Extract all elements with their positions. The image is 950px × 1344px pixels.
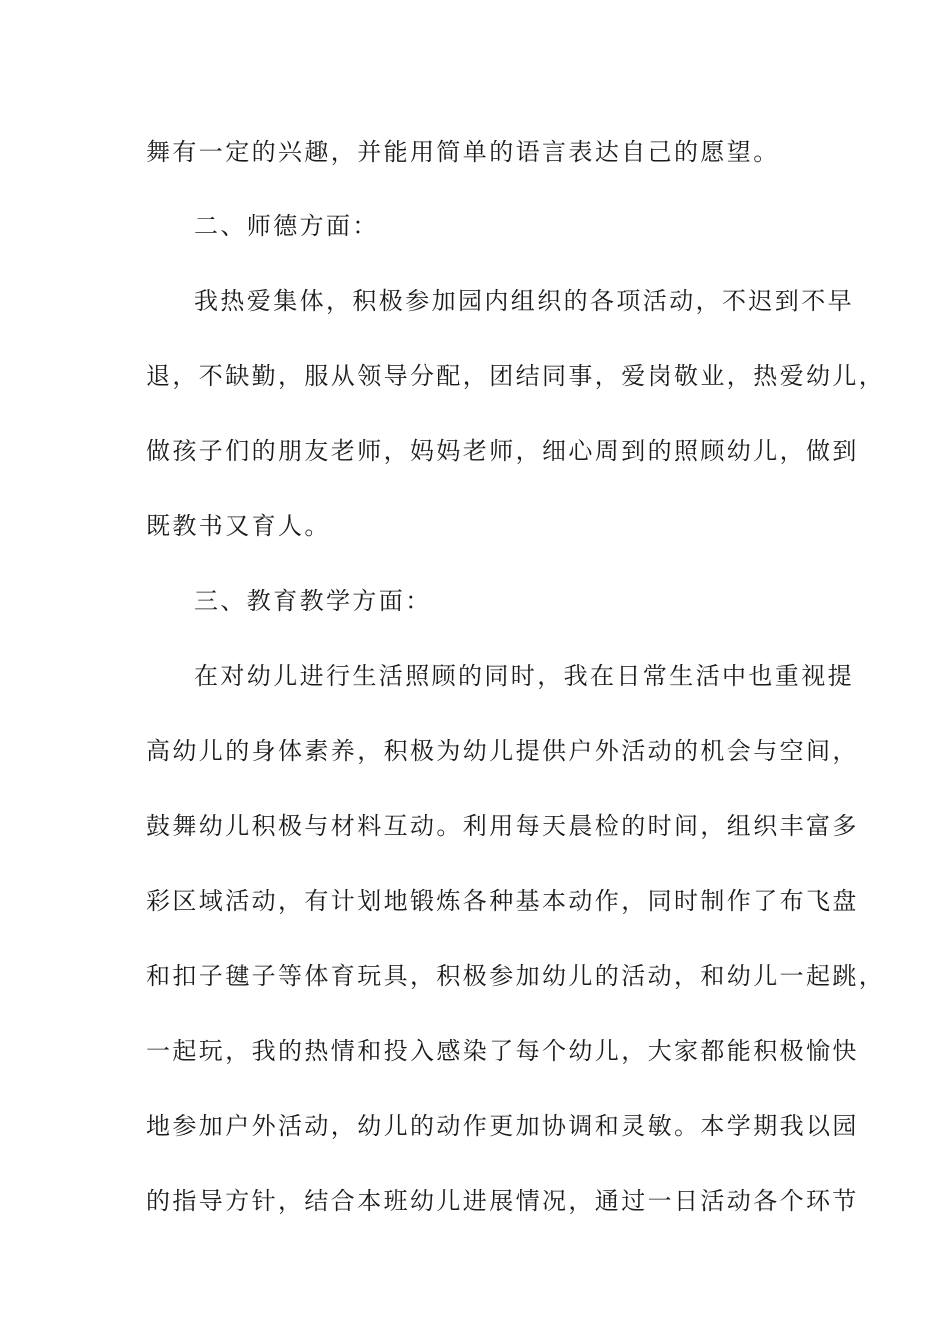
- paragraph-line: 彩区域活动，有计划地锻炼各种基本动作，同时制作了布飞盘: [146, 887, 859, 915]
- paragraph-line: 在对幼儿进行生活照顾的同时，我在日常生活中也重视提: [194, 662, 854, 690]
- paragraph-line: 我热爱集体，积极参加园内组织的各项活动，不迟到不早: [194, 287, 854, 315]
- paragraph-line-continuation: 舞有一定的兴趣，并能用简单的语言表达自己的愿望。: [146, 138, 780, 166]
- paragraph-line: 做孩子们的朋友老师，妈妈老师，细心周到的照顾幼儿，做到: [146, 437, 859, 465]
- section-heading-education: 三、教育教学方面：: [194, 587, 432, 615]
- section-heading-teacher-ethics: 二、师德方面：: [194, 212, 379, 240]
- paragraph-line: 地参加户外活动，幼儿的动作更加协调和灵敏。本学期我以园: [146, 1112, 859, 1140]
- paragraph-line: 的指导方针，结合本班幼儿进展情况，通过一日活动各个环节: [146, 1187, 859, 1215]
- paragraph-line: 高幼儿的身体素养，积极为幼儿提供户外活动的机会与空间，: [146, 737, 859, 765]
- paragraph-line: 退，不缺勤，服从领导分配，团结同事，爱岗敬业，热爱幼儿，: [146, 362, 886, 390]
- paragraph-line: 鼓舞幼儿积极与材料互动。利用每天晨检的时间，组织丰富多: [146, 812, 859, 840]
- paragraph-line: 既教书又育人。: [146, 512, 331, 540]
- paragraph-line: 和扣子毽子等体育玩具，积极参加幼儿的活动，和幼儿一起跳，: [146, 962, 886, 990]
- paragraph-line: 一起玩，我的热情和投入感染了每个幼儿，大家都能积极愉快: [146, 1037, 859, 1065]
